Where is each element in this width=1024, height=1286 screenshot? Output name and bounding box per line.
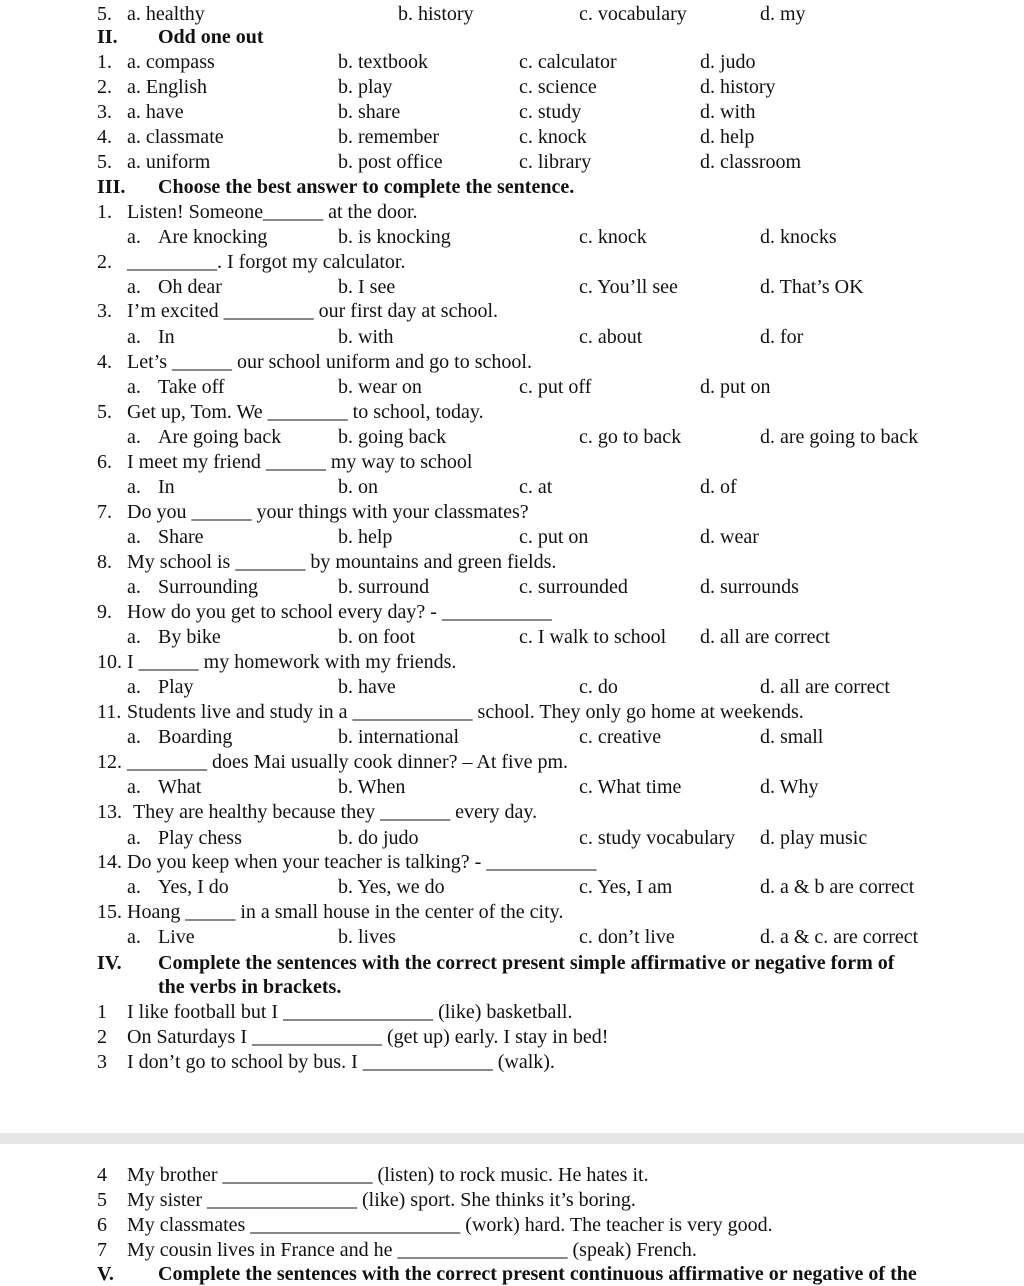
page-break-divider: [0, 1133, 1024, 1144]
